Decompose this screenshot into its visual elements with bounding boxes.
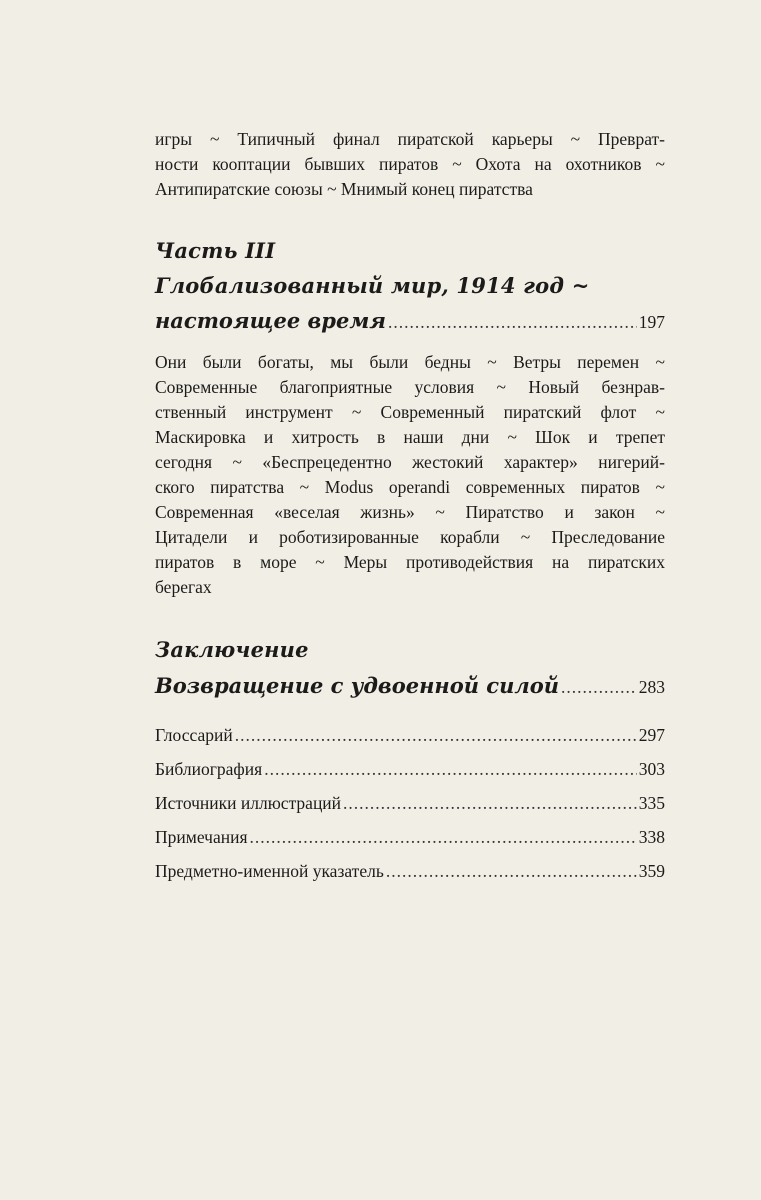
entry-label: Глоссарий	[155, 725, 233, 745]
entry-label: Источники иллюстраций	[155, 793, 342, 813]
part3-title-line2: настоящее время	[155, 308, 387, 333]
text-line: сегодня ~ «Беспрецедентно жестокий характер» нигерий-	[155, 452, 665, 472]
page-number: 303	[638, 759, 665, 779]
text-line: Современная «веселая жизнь» ~ Пиратство и закон ~	[155, 502, 665, 522]
page-number: 338	[638, 827, 665, 847]
text-line: берегах	[155, 577, 212, 597]
text-line: ности кооптации бывших пиратов ~ Охота на охотников ~	[155, 154, 665, 174]
conclusion-heading	[155, 632, 665, 706]
text-line: ственный инструмент ~ Современный пиратский флот ~	[155, 402, 665, 422]
toc-entry-notes[interactable]	[155, 820, 665, 854]
entry-label: Примечания	[155, 827, 248, 847]
back-matter-list	[155, 718, 665, 888]
leader-dots	[250, 820, 637, 854]
text-line: Цитадели и роботизированные корабли ~ Преследование	[155, 527, 665, 547]
leader-dots	[561, 668, 637, 706]
leader-dots	[235, 718, 637, 752]
part2-description	[155, 127, 665, 202]
part3-heading	[155, 233, 665, 340]
leader-dots	[343, 786, 637, 820]
entry-label: Библиография	[155, 759, 263, 779]
page-number: 335	[638, 793, 665, 813]
text-line: Они были богаты, мы были бедны ~ Ветры перемен ~	[155, 352, 665, 372]
text-line: Современные благоприятные условия ~ Новый безнрав-	[155, 377, 665, 397]
leader-dots	[386, 854, 637, 888]
toc-entry-glossary[interactable]	[155, 718, 665, 752]
page-number: 359	[638, 861, 665, 881]
entry-label: Предметно-именной указатель	[155, 861, 384, 881]
text-line: Маскировка и хитрость в наши дни ~ Шок и трепет	[155, 427, 665, 447]
toc-entry-conclusion[interactable]	[155, 667, 665, 706]
page-number: 297	[638, 725, 665, 745]
toc-entry-illustration-sources[interactable]	[155, 786, 665, 820]
conclusion-label: Заключение	[155, 637, 309, 662]
toc-entry-part3[interactable]	[155, 303, 665, 340]
leader-dots	[264, 752, 637, 786]
leader-dots	[388, 305, 637, 340]
text-line: пиратов в море ~ Меры противодействия на пиратских	[155, 552, 665, 572]
text-line: игры ~ Типичный финал пиратской карьеры ~ Преврат-	[155, 129, 665, 149]
toc-entry-bibliography[interactable]	[155, 752, 665, 786]
conclusion-title: Возвращение с удвоенной силой	[155, 673, 559, 698]
toc-entry-index[interactable]	[155, 854, 665, 888]
part3-description	[155, 350, 665, 600]
part3-title-line1: Глобализованный мир, 1914 год ~	[155, 273, 590, 298]
text-line: Антипиратские союзы ~ Мнимый конец пиратства	[155, 179, 533, 199]
page-number: 283	[638, 677, 665, 697]
page-number: 197	[638, 312, 665, 332]
part3-label: Часть III	[155, 238, 276, 263]
text-line: ского пиратства ~ Modus operandi современных пиратов ~	[155, 477, 665, 497]
